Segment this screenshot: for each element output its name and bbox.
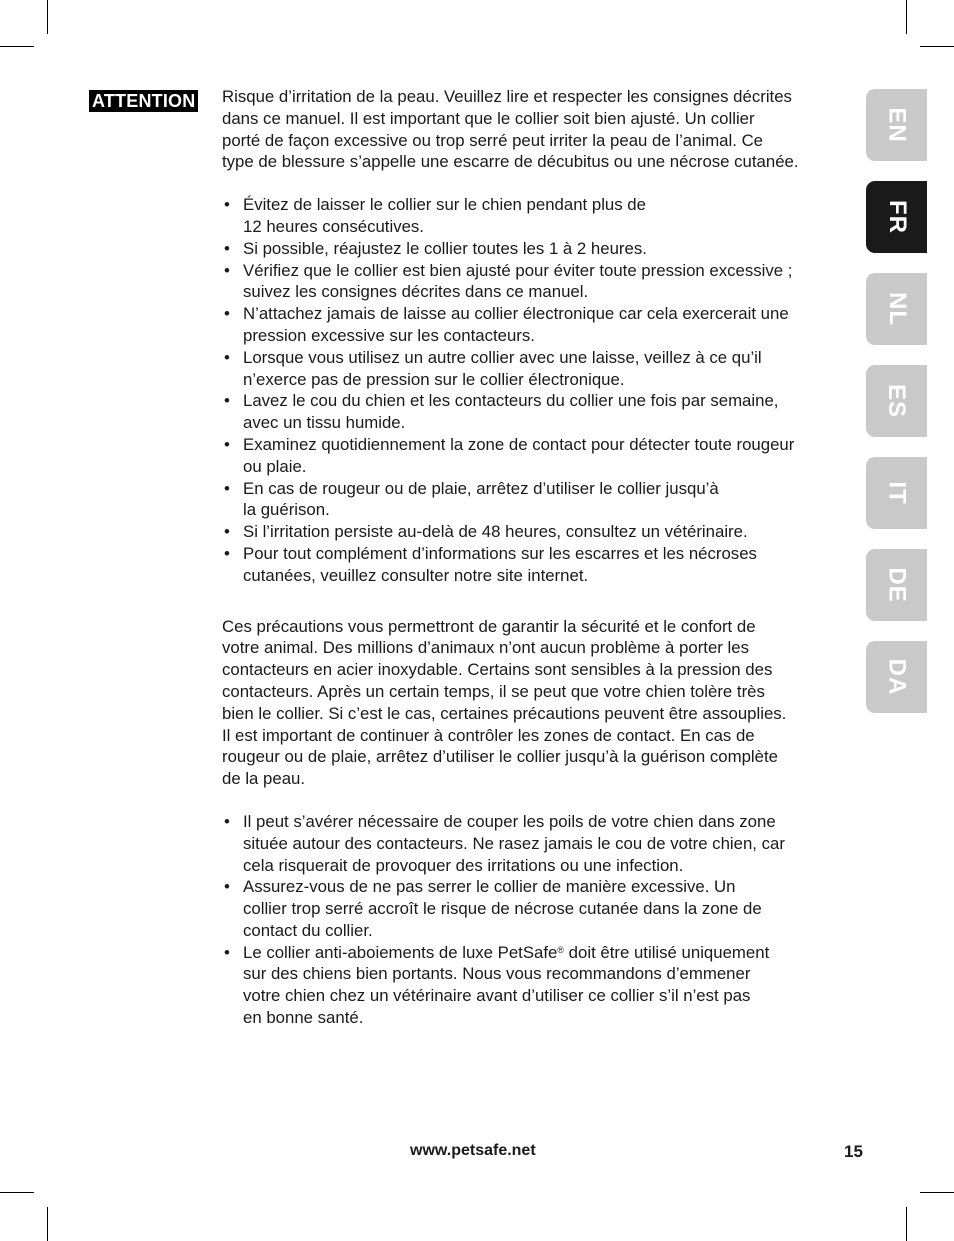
tab-it[interactable]: IT: [866, 457, 927, 529]
tab-de[interactable]: DE: [866, 549, 927, 621]
crop-mark: [47, 0, 48, 34]
tab-es[interactable]: ES: [866, 365, 927, 437]
tab-en[interactable]: EN: [866, 89, 927, 161]
list-item: • Pour tout complément d’informations sur les escarres et les nécroses cutanées, veuillez consulter notre site internet.: [222, 543, 834, 587]
list-item: • Si l’irritation persiste au-delà de 48 heures, consultez un vétérinaire.: [222, 521, 834, 543]
tab-nl[interactable]: NL: [866, 273, 927, 345]
intro-line: porté de façon excessive ou trop serré peut irriter la peau de l’animal. Ce: [222, 130, 764, 150]
crop-mark: [906, 0, 907, 34]
list-item: • Si possible, réajustez le collier toutes les 1 à 2 heures.: [222, 238, 834, 260]
intro-line: Risque d’irritation de la peau. Veuillez lire et respecter les consignes décrites: [222, 87, 792, 106]
main-content: [222, 86, 834, 1029]
precautions-list: [222, 194, 834, 586]
crop-mark: [920, 46, 954, 47]
tab-da[interactable]: DA: [866, 641, 927, 713]
list-item: • En cas de rougeur ou de plaie, arrêtez d’utiliser le collier jusqu’à la guérison.: [222, 478, 834, 522]
intro-line: type de blessure s’appelle une escarre de décubitus ou une nécrose cutanée.: [222, 152, 799, 172]
crop-mark: [920, 1192, 954, 1193]
footer-url: www.petsafe.net: [410, 1142, 536, 1159]
list-item: • Vérifiez que le collier est bien ajusté pour éviter toute pression excessive ; suivez les consignes décrites dans ce manuel.: [222, 260, 834, 304]
list-item: • Lorsque vous utilisez un autre collier avec une laisse, veillez à ce qu’il n’exerce pas de pression sur le collier électronique.: [222, 347, 834, 391]
list-item: • Il peut s’avérer nécessaire de couper les poils de votre chien dans zone située autour des contacteurs. Ne rasez jamais le cou de votre chien, car cela risquerait de provoquer des irritations ou une infection.: [222, 811, 834, 876]
list-item: • Lavez le cou du chien et les contacteurs du collier une fois par semaine, avec un tissu humide.: [222, 390, 834, 434]
precautions-paragraph: Ces précautions vous permettront de garantir la sécurité et le confort de votre animal. Des millions d’animaux n’ont aucun problème à porter les contacteurs en acier inoxydable. Certains sont sensibles à la pression des contacteurs. Après un certain temps, il se peut que votre chien tolère très bien le collier. Si c’est le cas, certaines précautions peuvent être assouplies. Il est important de continuer à contrôler les zones de contact. En cas de rougeur ou de plaie, arrêtez d’utiliser le collier jusqu’à la guérison complète de la peau.: [222, 616, 787, 789]
crop-mark: [0, 1192, 34, 1193]
page-number: 15: [844, 1142, 863, 1161]
list-item: • Assurez-vous de ne pas serrer le collier de manière excessive. Un collier trop serré accroît le risque de nécrose cutanée dans la zone de contact du collier.: [222, 876, 834, 941]
crop-mark: [0, 46, 34, 47]
crop-mark: [47, 1207, 48, 1241]
tab-fr[interactable]: FR: [866, 181, 927, 253]
list-item: • Le collier anti-aboiements de luxe PetSafe® doit être utilisé uniquement sur des chiens bien portants. Nous vous recommandons d’emmener votre chien chez un vétérinaire avant d’utiliser ce collier s’il n’est pas en bonne santé.: [222, 942, 834, 1029]
list-item: • Examinez quotidiennement la zone de contact pour détecter toute rougeur ou plaie.: [222, 434, 834, 478]
intro-line: dans ce manuel. Il est important que le collier soit bien ajusté. Un collier: [222, 108, 755, 128]
crop-mark: [906, 1207, 907, 1241]
care-list: [222, 811, 834, 1029]
list-item: • N’attachez jamais de laisse au collier électronique car cela exercerait une pression excessive sur les contacteurs.: [222, 303, 834, 347]
attention-badge: ATTENTION: [89, 90, 198, 112]
intro-paragraph: [222, 86, 834, 173]
list-item: • Évitez de laisser le collier sur le chien pendant plus de 12 heures consécutives.: [222, 194, 834, 238]
